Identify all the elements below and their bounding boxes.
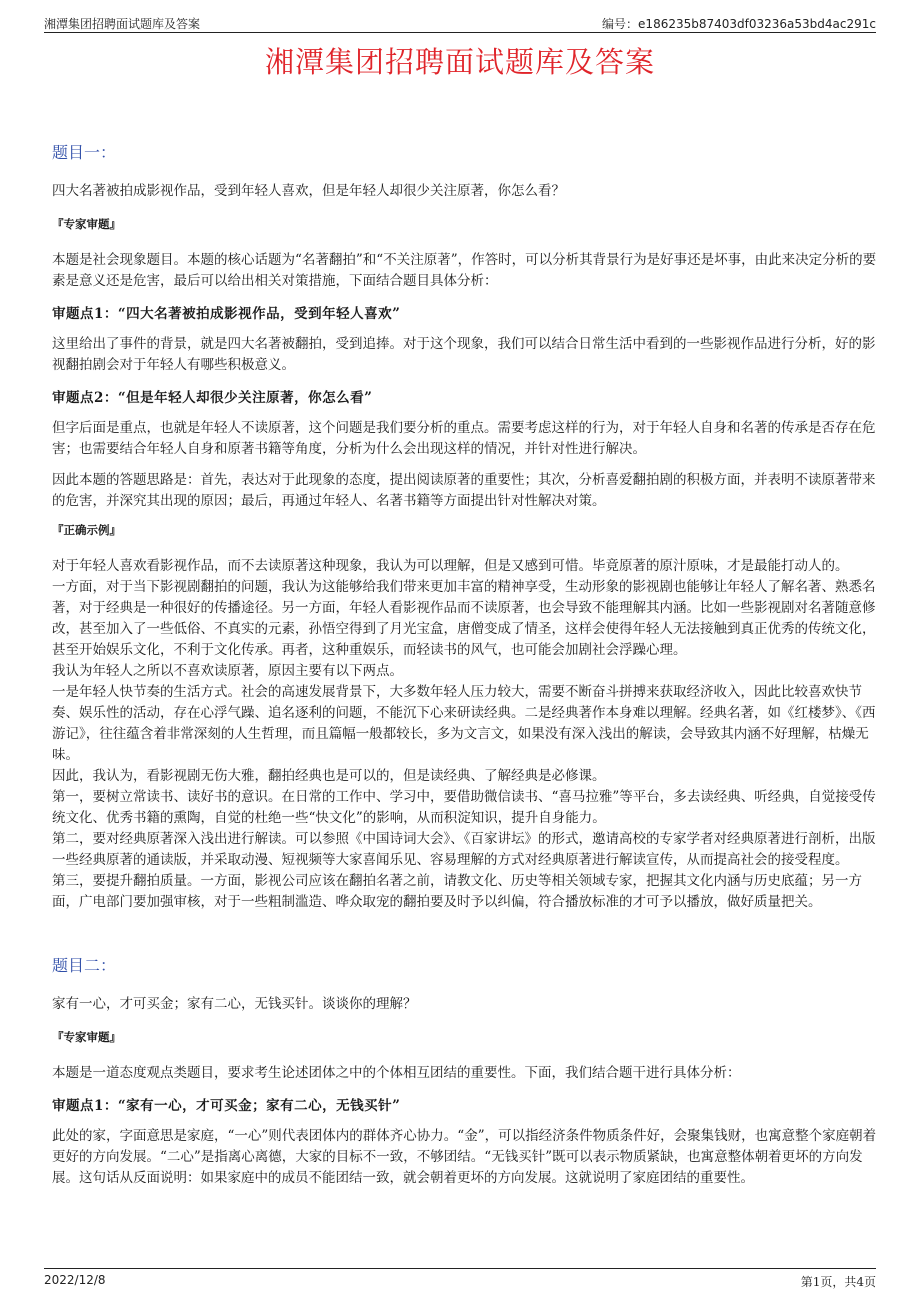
question-1-text: 四大名著被拍成影视作品，受到年轻人喜欢，但是年轻人却很少关注原著，你怎么看？: [52, 183, 565, 199]
question-1-heading: 题目一：: [52, 143, 117, 162]
sample-paragraph: 一方面，对于当下影视剧翻拍的问题，我认为这能够给我们带来更加丰富的精神享受，生动形象的影视剧也能够让年轻人了解名著、熟悉名著，对于经典是一种很好的传播途径。另一方面，年轻人看影视作品而不读原著，也会导致不能理解其内涵。比如一些影视剧对名著随意修改，甚至加入了一些低俗、不真实的元素，孙悟空得到了月光宝盒，唐僧变成了情圣，这样会使得年轻人无法接触到真正优秀的传统文化，甚至开始娱乐文化，不利于文化传承。再者，这种重娱乐，而轻读书的风气，也可能会加剧社会浮躁心理。: [52, 579, 876, 658]
sample-paragraph: 第二，要对经典原著深入浅出进行解读。可以参照《中国诗词大会》、《百家讲坛》的形式，邀请高校的专家学者对经典原著进行剖析，出版一些经典原著的通读版，并采取动漫、短视频等大家喜闻乐见、容易理解的方式对经典原著进行解读宣传，从而提高社会的接受程度。: [52, 831, 876, 868]
sample-paragraph: 我认为年轻人之所以不喜欢读原著，原因主要有以下两点。: [52, 663, 403, 679]
header-doc-number: 编号：e186235b87403df03236a53bd4ac291c: [602, 17, 876, 31]
footer-page-number: 第1页，共4页: [800, 1275, 876, 1289]
sample-paragraph: 一是年轻人快节奏的生活方式。社会的高速发展背景下，大多数年轻人压力较大，需要不断奋斗拼搏来获取经济收入，因此比较喜欢快节奏、娱乐性的活动，存在心浮气躁、追名逐利的问题，不能沉下心来研读经典。二是经典著作本身难以理解。经典名著，如《红楼梦》、《西游记》，往往蕴含着非常深刻的人生哲理，而且篇幅一般都较长，多为文言文，如果没有深入浅出的解读，会导致其内涵不好理解，枯燥无味。: [52, 684, 876, 763]
page-title: 湘潭集团招聘面试题库及答案: [264, 45, 655, 79]
review-point-1-text: 这里给出了事件的背景，就是四大名著被翻拍，受到追捧。对于这个现象，我们可以结合日常生活中看到的一些影视作品进行分析，好的影视翻拍剧会对于年轻人有哪些积极意义。: [52, 336, 876, 373]
question-2-text: 家有一心，才可买金；家有二心，无钱买针。谈谈你的理解？: [52, 996, 417, 1012]
footer-date: 2022/12/8: [44, 1273, 106, 1287]
sample-paragraph: 第三，要提升翻拍质量。一方面，影视公司应该在翻拍名著之前，请教文化、历史等相关领域专家，把握其文化内涵与历史底蕴；另一方面，广电部门要加强审核，对于一些粗制滥造、哗众取宠的翻拍要及时予以纠偏，符合播放标准的才可予以播放，做好质量把关。: [52, 873, 862, 910]
header-doc-title: 湘潭集团招聘面试题库及答案: [44, 17, 201, 31]
page-footer: [44, 1268, 876, 1289]
answer-approach-summary: 因此本题的答题思路是：首先，表达对于此现象的态度，提出阅读原著的重要性；其次，分析喜爱翻拍剧的积极方面，并表明不读原著带来的危害，并深究其出现的原因；最后，再通过年轻人、名著书籍等方面提出针对性解决对策。: [52, 472, 876, 509]
sample-answer: [52, 556, 880, 913]
review-point-2-text: 但字后面是重点，也就是年轻人不读原著，这个问题是我们要分析的重点。需要考虑这样的行为，对于年轻人自身和名著的传承是否存在危害；也需要结合年轻人自身和原著书籍等角度，分析为什么会出现这样的情况，并针对性进行解决。: [52, 420, 876, 457]
page-header: [44, 12, 876, 33]
expert-review-tag: 『专家审题』: [52, 217, 121, 231]
expert-review-tag: 『专家审题』: [52, 1030, 121, 1044]
review-point-1-title: 审题点1：“家有一心，才可买金；家有二心，无钱买针”: [52, 1098, 401, 1114]
review-point-1-text: 此处的家，字面意思是家庭，“一心”则代表团体内的群体齐心协力。“金”，可以指经济条件物质条件好，会聚集钱财，也寓意整个家庭朝着更好的方向发展。“二心”是指离心离德，大家的目标不一致，不够团结。“无钱买针”既可以表示物质紧缺，也寓意整体朝着更坏的方向发展。这句话从反面说明：如果家庭中的成员不能团结一致，就会朝着更坏的方向发展。这就说明了家庭团结的重要性。: [52, 1128, 877, 1186]
review-point-2-title: 审题点2：“但是年轻人却很少关注原著，你怎么看”: [52, 390, 373, 406]
document-body: [52, 140, 880, 1199]
sample-paragraph: 对于年轻人喜欢看影视作品，而不去读原著这种现象，我认为可以理解，但是又感到可惜。毕竟原著的原汁原味，才是最能打动人的。: [52, 558, 849, 574]
sample-paragraph: 因此，我认为，看影视剧无伤大雅，翻拍经典也是可以的，但是读经典、了解经典是必修课。: [52, 768, 606, 784]
sample-answer-tag: 『正确示例』: [52, 523, 121, 537]
expert-intro: 本题是社会现象题目。本题的核心话题为“名著翻拍”和“不关注原著”，作答时，可以分析其背景行为是好事还是坏事，由此来决定分析的要素是意义还是危害，最后可以给出相关对策措施，下面结合题目具体分析：: [52, 252, 877, 289]
sample-paragraph: 第一，要树立常读书、读好书的意识。在日常的工作中、学习中，要借助微信读书、“喜马拉雅”等平台，多去读经典、听经典，自觉接受传统文化、优秀书籍的熏陶，自觉的杜绝一些“快文化”的影响，从而积淀知识，提升自身能力。: [52, 789, 876, 826]
review-point-1-title: 审题点1：“四大名著被拍成影视作品，受到年轻人喜欢”: [52, 306, 401, 322]
question-2-heading: 题目二：: [52, 956, 117, 975]
expert-intro: 本题是一道态度观点类题目，要求考生论述团体之中的个体相互团结的重要性。下面，我们结合题干进行具体分析：: [52, 1065, 741, 1081]
